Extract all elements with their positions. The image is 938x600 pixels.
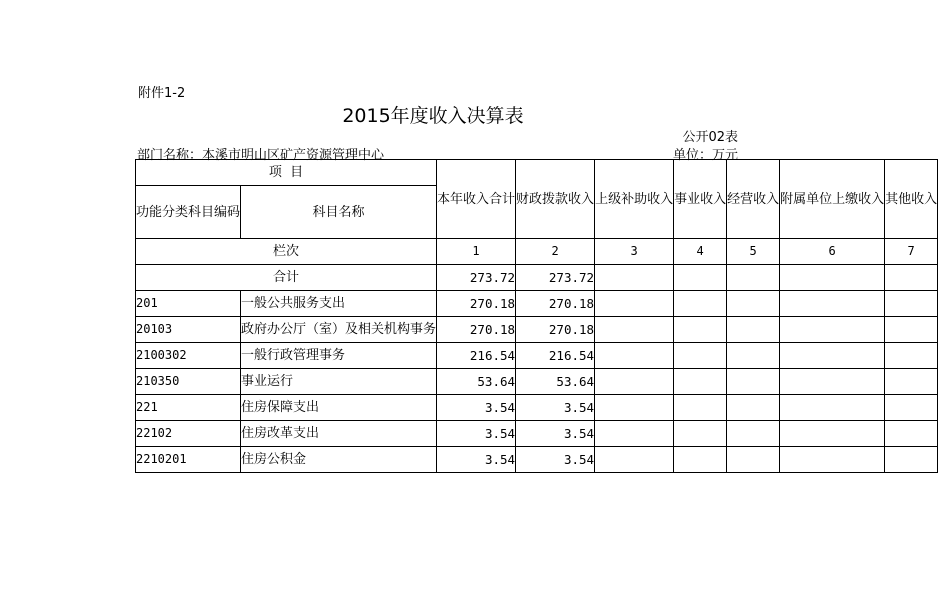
empty-cell: [885, 291, 938, 317]
empty-cell: [885, 317, 938, 343]
header-other: 其他收入: [885, 160, 938, 239]
empty-cell: [595, 291, 674, 317]
row-fiscal: 53.64: [516, 369, 595, 395]
empty-cell: [595, 421, 674, 447]
row-code: 22102: [136, 421, 241, 447]
table-row: [136, 395, 938, 421]
row-fiscal: 270.18: [516, 291, 595, 317]
row-total: 3.54: [437, 421, 516, 447]
header-func-code: 功能分类科目编码: [136, 186, 241, 239]
table-row: [136, 317, 938, 343]
empty-cell: [727, 291, 780, 317]
row-total: 270.18: [437, 291, 516, 317]
empty-cell: [674, 369, 727, 395]
empty-cell: [885, 447, 938, 473]
row-name: 一般行政管理事务: [241, 343, 437, 369]
empty-cell: [727, 395, 780, 421]
form-number: 公开02表: [682, 130, 738, 145]
row-code: 2210201: [136, 447, 241, 473]
income-table: [135, 159, 938, 473]
row-total: 3.54: [437, 447, 516, 473]
table-row: [136, 421, 938, 447]
index-col-5: 5: [727, 239, 780, 265]
empty-cell: [727, 421, 780, 447]
row-total: 270.18: [437, 317, 516, 343]
empty-cell: [595, 343, 674, 369]
empty-cell: [780, 369, 885, 395]
empty-cell: [727, 343, 780, 369]
empty-cell: [595, 395, 674, 421]
empty-cell: [727, 369, 780, 395]
index-col-1: 1: [437, 239, 516, 265]
header-fiscal: 财政拨款收入: [516, 160, 595, 239]
empty-cell: [674, 291, 727, 317]
table-row: [136, 343, 938, 369]
department-name: 部门名称：本溪市明山区矿产资源管理中心: [137, 148, 385, 163]
empty-cell: [727, 317, 780, 343]
total-row-total: 273.72: [437, 265, 516, 291]
empty-cell: [674, 395, 727, 421]
header-item: 项 目: [136, 160, 437, 186]
row-total: 3.54: [437, 395, 516, 421]
empty-cell: [674, 447, 727, 473]
empty-cell: [780, 447, 885, 473]
empty-cell: [780, 395, 885, 421]
table-row: [136, 447, 938, 473]
attachment-label: 附件1-2: [138, 86, 186, 101]
row-total: 216.54: [437, 343, 516, 369]
empty-cell: [780, 265, 885, 291]
row-fiscal: 3.54: [516, 447, 595, 473]
empty-cell: [674, 421, 727, 447]
table-row: [136, 291, 938, 317]
row-total: 53.64: [437, 369, 516, 395]
index-row-label: 栏次: [136, 239, 437, 265]
header-operating: 经营收入: [727, 160, 780, 239]
empty-cell: [595, 447, 674, 473]
empty-cell: [595, 265, 674, 291]
row-fiscal: 3.54: [516, 421, 595, 447]
empty-cell: [727, 447, 780, 473]
row-code: 221: [136, 395, 241, 421]
header-superior: 上级补助收入: [595, 160, 674, 239]
row-name: 政府办公厅（室）及相关机构事务: [241, 317, 437, 343]
row-name: 住房改革支出: [241, 421, 437, 447]
empty-cell: [674, 317, 727, 343]
empty-cell: [674, 343, 727, 369]
page-title: 2015年度收入决算表: [342, 105, 524, 127]
row-name: 一般公共服务支出: [241, 291, 437, 317]
empty-cell: [885, 343, 938, 369]
table-row: [136, 369, 938, 395]
row-code: 2100302: [136, 343, 241, 369]
empty-cell: [674, 265, 727, 291]
empty-cell: [595, 317, 674, 343]
row-fiscal: 216.54: [516, 343, 595, 369]
empty-cell: [780, 317, 885, 343]
row-fiscal: 3.54: [516, 395, 595, 421]
header-subject-name: 科目名称: [241, 186, 437, 239]
index-col-3: 3: [595, 239, 674, 265]
row-name: 事业运行: [241, 369, 437, 395]
empty-cell: [780, 343, 885, 369]
empty-cell: [885, 421, 938, 447]
empty-cell: [885, 265, 938, 291]
header-total: 本年收入合计: [437, 160, 516, 239]
empty-cell: [885, 369, 938, 395]
index-col-2: 2: [516, 239, 595, 265]
row-code: 210350: [136, 369, 241, 395]
empty-cell: [727, 265, 780, 291]
row-code: 20103: [136, 317, 241, 343]
row-name: 住房公积金: [241, 447, 437, 473]
row-name: 住房保障支出: [241, 395, 437, 421]
row-code: 201: [136, 291, 241, 317]
empty-cell: [885, 395, 938, 421]
index-col-7: 7: [885, 239, 938, 265]
empty-cell: [780, 291, 885, 317]
unit-label: 单位：万元: [672, 148, 738, 163]
total-row-fiscal: 273.72: [516, 265, 595, 291]
row-fiscal: 270.18: [516, 317, 595, 343]
header-affiliated: 附属单位上缴收入: [780, 160, 885, 239]
empty-cell: [780, 421, 885, 447]
total-row-label: 合计: [136, 265, 437, 291]
header-business: 事业收入: [674, 160, 727, 239]
index-col-4: 4: [674, 239, 727, 265]
index-col-6: 6: [780, 239, 885, 265]
empty-cell: [595, 369, 674, 395]
